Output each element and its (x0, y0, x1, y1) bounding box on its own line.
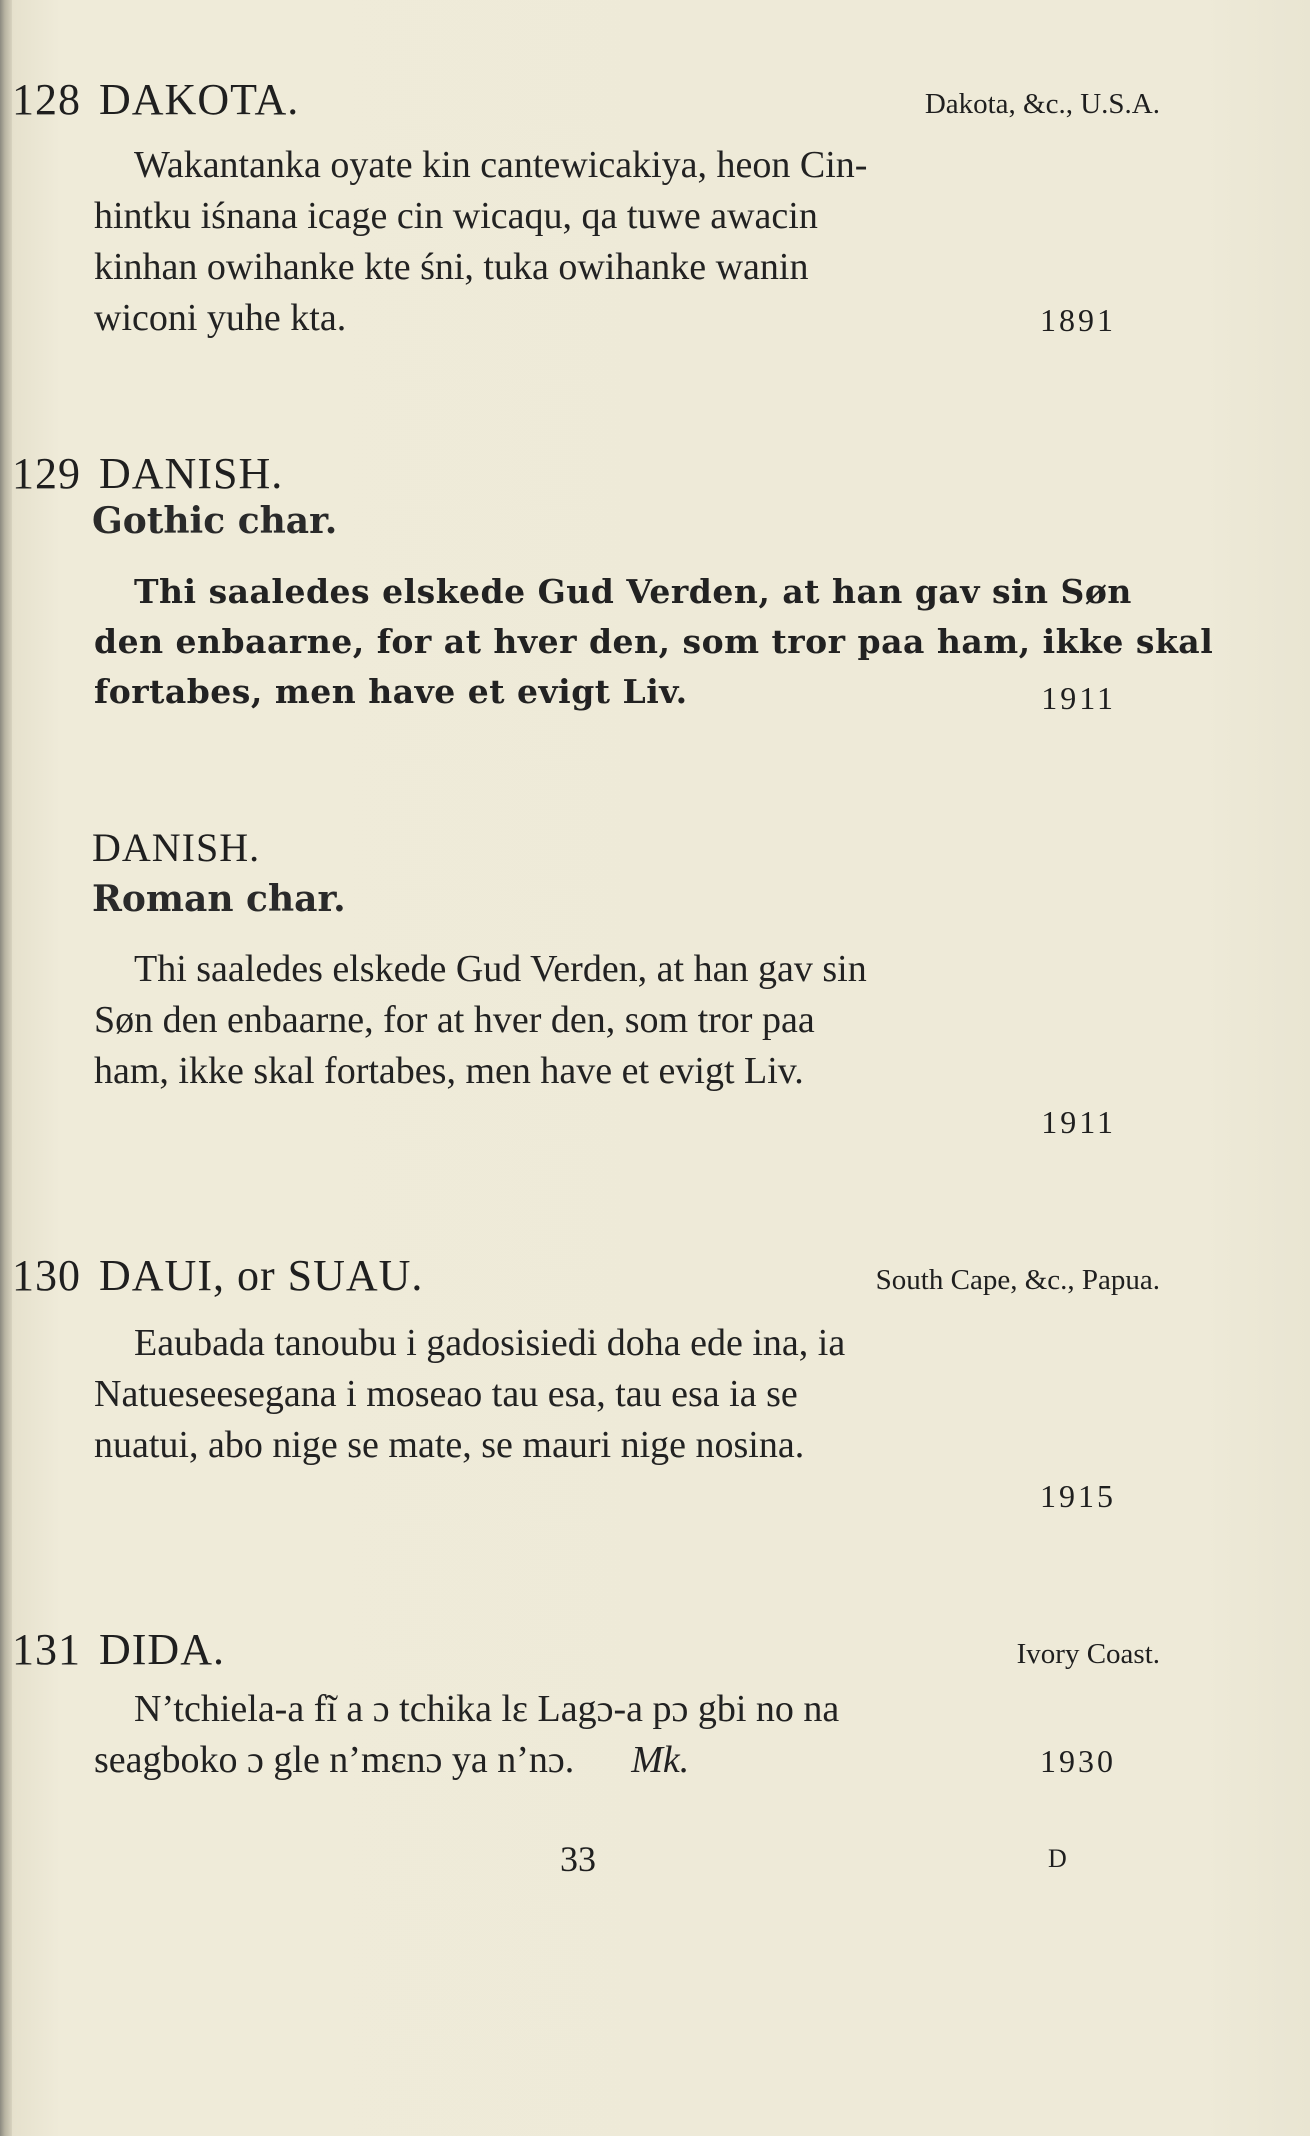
language-name: DAKOTA. (99, 75, 300, 124)
language-name: DAUI, or SUAU. (99, 1251, 424, 1300)
verse-line: Thi saaledes elskede Gud Verden, at han gav sin Søn (134, 572, 1132, 611)
entry-number: 131 (12, 1625, 81, 1674)
verse-text (94, 1684, 1114, 1786)
signature-mark: D (1048, 1844, 1067, 1873)
publication-year: 1930 (1040, 1743, 1116, 1779)
entry-number-language (12, 448, 283, 499)
entry-number-language (12, 1250, 423, 1301)
verse-line: kinhan owihanke kte śni, tuka owihanke wanin (94, 246, 809, 288)
entry-number: 128 (12, 75, 81, 124)
publication-year: 1911 (1041, 680, 1116, 716)
verse-line: N’tchiela-a fĩ a ɔ tchika lɛ Lagɔ-a pɔ gbi no na (134, 1688, 840, 1730)
region-label: Ivory Coast. (1016, 1638, 1160, 1670)
entry-heading (0, 74, 1310, 130)
entry-number-language (12, 1624, 225, 1675)
verse-line: hintku iśnana icage cin wicaqu, qa tuwe awacin (94, 195, 818, 237)
region-label: South Cape, &c., Papua. (875, 1264, 1160, 1296)
verse-line: nuatui, abo nige se mate, se mauri nige nosina. (94, 1424, 805, 1466)
verse-line: ham, ikke skal fortabes, men have et evigt Liv. (94, 1050, 804, 1092)
region-label: Dakota, &c., U.S.A. (924, 88, 1160, 120)
entry-heading (0, 824, 1310, 880)
publication-year: 1891 (1040, 302, 1116, 338)
language-name: DIDA. (99, 1625, 225, 1674)
verse-line: fortabes, men have et evigt Liv. (94, 672, 688, 711)
language-name: DANISH. (92, 825, 261, 870)
verse-line-text: seagboko ɔ gle n’mɛnɔ ya n’nɔ. (94, 1739, 575, 1781)
verse-line: Wakantanka oyate kin cantewicakiya, heon Cin- (134, 144, 868, 186)
entry-128 (0, 74, 1310, 130)
book-spine-shadow (0, 0, 12, 2136)
verse-text-gothic (94, 567, 1214, 717)
script-subtitle: Roman char. (92, 878, 346, 920)
verse-line: wiconi yuhe kta. (94, 297, 347, 339)
publication-year: 1915 (1040, 1478, 1116, 1514)
script-subtitle: Gothic char. (92, 500, 338, 542)
verse-line (94, 1735, 1114, 1786)
publication-year: 1911 (1041, 1104, 1116, 1140)
language-name: DANISH. (99, 449, 284, 498)
verse-line: Natueseesegana i moseao tau esa, tau esa ia se (94, 1373, 798, 1415)
page-number: 33 (560, 1839, 596, 1879)
entry-heading (0, 1250, 1310, 1306)
verse-line: Thi saaledes elskede Gud Verden, at han gav sin (134, 948, 867, 990)
translator-note: Mk. (631, 1739, 690, 1781)
entry-heading (0, 1624, 1310, 1680)
entry-heading (0, 448, 1310, 504)
verse-line: den enbaarne, for at hver den, som tror paa ham, ikke skal (94, 622, 1214, 661)
entry-number: 130 (12, 1251, 81, 1300)
verse-line: Søn den enbaarne, for at hver den, som tror paa (94, 999, 815, 1041)
entry-131 (0, 1624, 1310, 1680)
entry-number: 129 (12, 449, 81, 498)
entry-129 (0, 448, 1310, 504)
verse-line: Eaubada tanoubu i gadosisiedi doha ede ina, ia (134, 1322, 846, 1364)
verse-text (94, 140, 1114, 344)
entry-130 (0, 1250, 1310, 1306)
verse-text (94, 1318, 1114, 1471)
verse-text (94, 944, 1114, 1097)
entry-number-language (12, 74, 299, 125)
entry-danish-roman (0, 824, 1310, 880)
